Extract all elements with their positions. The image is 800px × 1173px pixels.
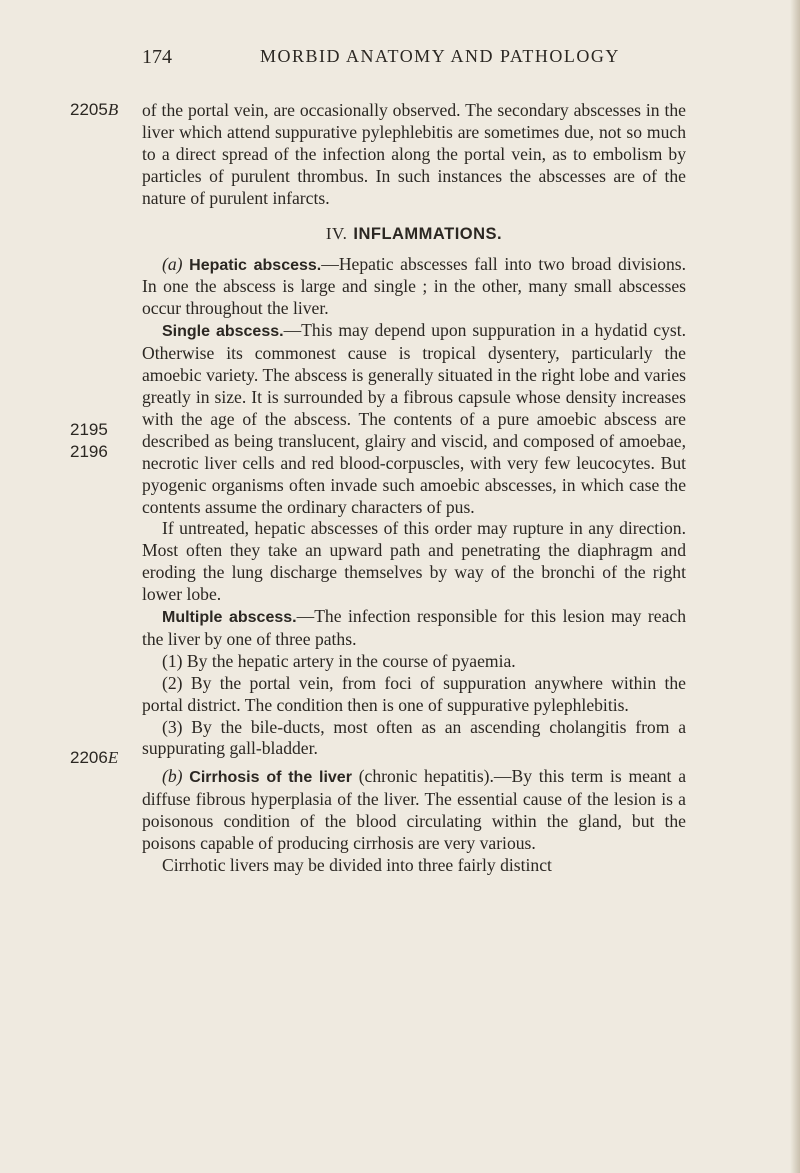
cirrhosis-heading: Cirrhosis of the liver bbox=[189, 769, 352, 787]
paragraph-portal-vein: of the portal vein, are occasionally observed. The secondary abscesses in the liver which attend suppurative pylephlebitis are sometimes due, not so much to a direct spread of the infection along the portal vein, as to embolism by particles of purulent thrombus. In such instances the abscesses are of the nature of purulent infarcts. bbox=[142, 100, 686, 208]
paragraph-single-abscess bbox=[142, 320, 686, 518]
cirrhosis-text: (chronic hepatitis).—By this term is meant a diffuse fibrous hyperplasia of the liver. The essential cause of the lesion is a poisonous condition of the blood circulating within the gland, but the poisons capable of producing cirrhosis are very various. bbox=[142, 766, 687, 854]
multiple-abscess-text: —The infection responsible for this lesion may reach the liver by one of three paths. bbox=[142, 606, 686, 649]
paragraph-hepatic-abscess bbox=[142, 254, 686, 321]
paragraph-multiple-abscess bbox=[142, 606, 686, 651]
page-header bbox=[142, 46, 682, 74]
margin-ref-2205b: 2205B bbox=[70, 100, 119, 119]
hepatic-abscess-text: —Hepatic abscesses fall into two broad divisions. In one the abscess is large and single ; in the other, many small abscesses occur throughout the liver. bbox=[142, 253, 686, 319]
paragraph-untreated: If untreated, hepatic abscesses of this order may rupture in any direction. Most often they take an upward path and penetrating the diaphragm and eroding the lung discharge themselves by way of the bronchi of the right lower lobe. bbox=[142, 518, 686, 605]
single-abscess-heading: Single abscess. bbox=[162, 323, 284, 341]
text-column bbox=[142, 100, 686, 877]
paragraph-cirrhosis bbox=[142, 766, 686, 855]
item-label-b: (b) bbox=[162, 766, 183, 787]
section-title: INFLAMMATIONS. bbox=[353, 224, 503, 243]
path-item-2: (2) By the portal vein, from foci of suppuration anywhere within the portal district. The condition then is one of suppurative pylephlebitis. bbox=[142, 672, 686, 715]
section-heading bbox=[142, 224, 686, 244]
page-number: 174 bbox=[142, 46, 172, 68]
page-edge bbox=[790, 0, 800, 1173]
item-label-a: (a) bbox=[162, 253, 183, 274]
path-item-3: (3) By the bile-ducts, most often as an ascending cholangitis from a suppurating gall-bladder. bbox=[142, 716, 686, 759]
hepatic-abscess-heading: Hepatic abscess. bbox=[189, 256, 322, 274]
margin-ref-2206e: 2206E bbox=[70, 748, 119, 767]
margin-ref-2196: 2196 bbox=[70, 442, 108, 461]
single-abscess-text: —This may depend upon suppuration in a hydatid cyst. Otherwise its commonest cause is tropical dysentery, particularly the amoebic variety. The abscess is generally situated in the right lobe and varies greatly in size. It is surrounded by a fibrous capsule whose density increases with the age of the abscess. The contents of a pure amoebic abscess are described as being translucent, glairy and viscid, and composed of amoebae, necrotic liver cells and red blood-corpuscles, with very few leucocytes. But pyogenic organisms often invade such amoebic abscesses, in which case the contents assume the ordinary characters of pus. bbox=[142, 320, 687, 517]
paragraph-cirrhotic-livers: Cirrhotic livers may be divided into three fairly distinct bbox=[162, 855, 552, 875]
path-item-1: (1) By the hepatic artery in the course of pyaemia. bbox=[162, 650, 516, 671]
margin-ref-2195: 2195 bbox=[70, 420, 108, 439]
running-head: MORBID ANATOMY AND PATHOLOGY bbox=[260, 46, 620, 66]
section-numeral: IV. bbox=[325, 223, 348, 243]
multiple-abscess-heading: Multiple abscess. bbox=[162, 609, 297, 627]
